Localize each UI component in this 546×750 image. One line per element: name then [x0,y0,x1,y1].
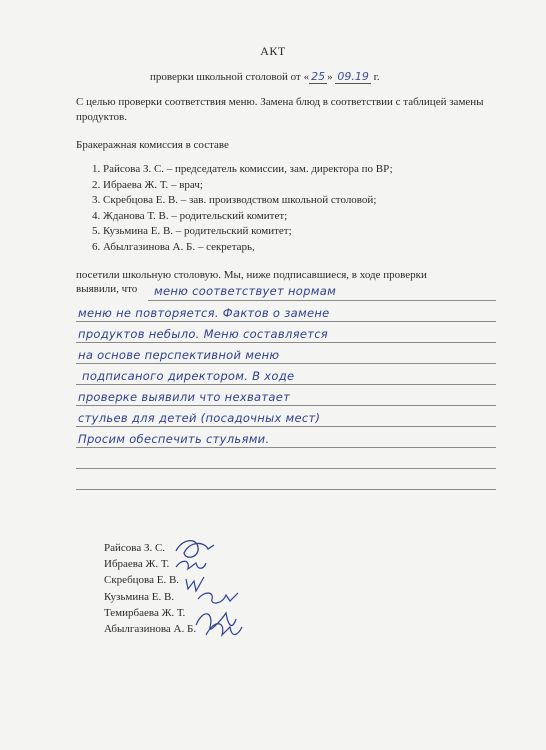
handwritten-line: Просим обеспечить стульями. [78,432,270,446]
ruled-line [76,405,496,406]
member-item: 1. Райсова З. С. – председатель комиссии, зам. директора по ВР; [92,163,393,175]
visit-text-line2: выявили, что [76,283,138,295]
signatory-name: Ибраева Ж. Т. [104,558,170,571]
handwritten-line: на основе перспективной меню [78,348,280,362]
ruled-line [76,468,496,469]
member-item: 5. Кузьмина Е. В. – родительский комитет; [92,225,292,238]
subtitle-day: 25 [311,70,326,83]
purpose-paragraph: С целью проверки соответствия меню. Замена блюд в соответствии с таблицей замены продуктов. [76,96,484,123]
subtitle-month-year: 09.19 [337,70,369,83]
signature-6 [206,624,242,635]
signatory-name: Темирбаева Ж. Т. [104,606,186,619]
signatory-name: Абылгазинова А. Б. [104,623,197,636]
ruled-line [76,426,496,427]
signature-4 [198,593,238,603]
signatory-name: Райсова З. С. [104,542,166,554]
commission-members-list [92,162,393,256]
commission-intro: Бракеражная комиссия в составе [76,139,229,151]
visit-text [76,268,496,283]
handwritten-line: меню не повторяется. Фактов о замене [78,306,330,320]
member-item: 2. Ибраева Ж. Т. – врач; [92,178,203,191]
document-subtitle [150,70,380,84]
handwritten-line: продуктов небыло. Меню составляется [78,327,329,341]
signatures-drawing [0,535,546,655]
ruled-line [76,363,496,364]
subtitle-mid: » [327,71,333,83]
ruled-line [76,384,496,385]
signatory-name: Кузьмина Е. В. [104,590,175,603]
handwritten-line: проверке выявили что нехватает [78,390,291,404]
ruled-line [76,321,496,322]
ruled-line [76,447,496,448]
subtitle-prefix: проверки школьной столовой от « [150,71,310,83]
member-item: 3. Скребцова Е. В. – зав. производством школьной столовой; [92,194,377,207]
visit-text-line1: посетили школьную столовую. Мы, ниже подписавшиеся, в ходе проверки [76,269,427,281]
member-item: 6. Абылгазинова А. Б. – секретарь, [92,240,255,253]
document-title: АКТ [260,44,286,58]
ruled-line [76,342,496,343]
ruled-line [148,300,496,301]
handwritten-line: стульев для детей (посадочных мест) [78,411,321,425]
member-item: 4. Жданова Т. В. – родительский комитет; [92,209,288,222]
signatories-list [104,540,196,637]
handwritten-line: подписаного директором. В ходе [82,369,295,383]
ruled-line [76,489,496,490]
signature-5 [196,613,236,629]
handwritten-line: меню соответствует нормам [154,284,337,298]
signatory-name: Скребцова Е. В. [104,574,180,587]
subtitle-suffix: г. [373,71,380,83]
